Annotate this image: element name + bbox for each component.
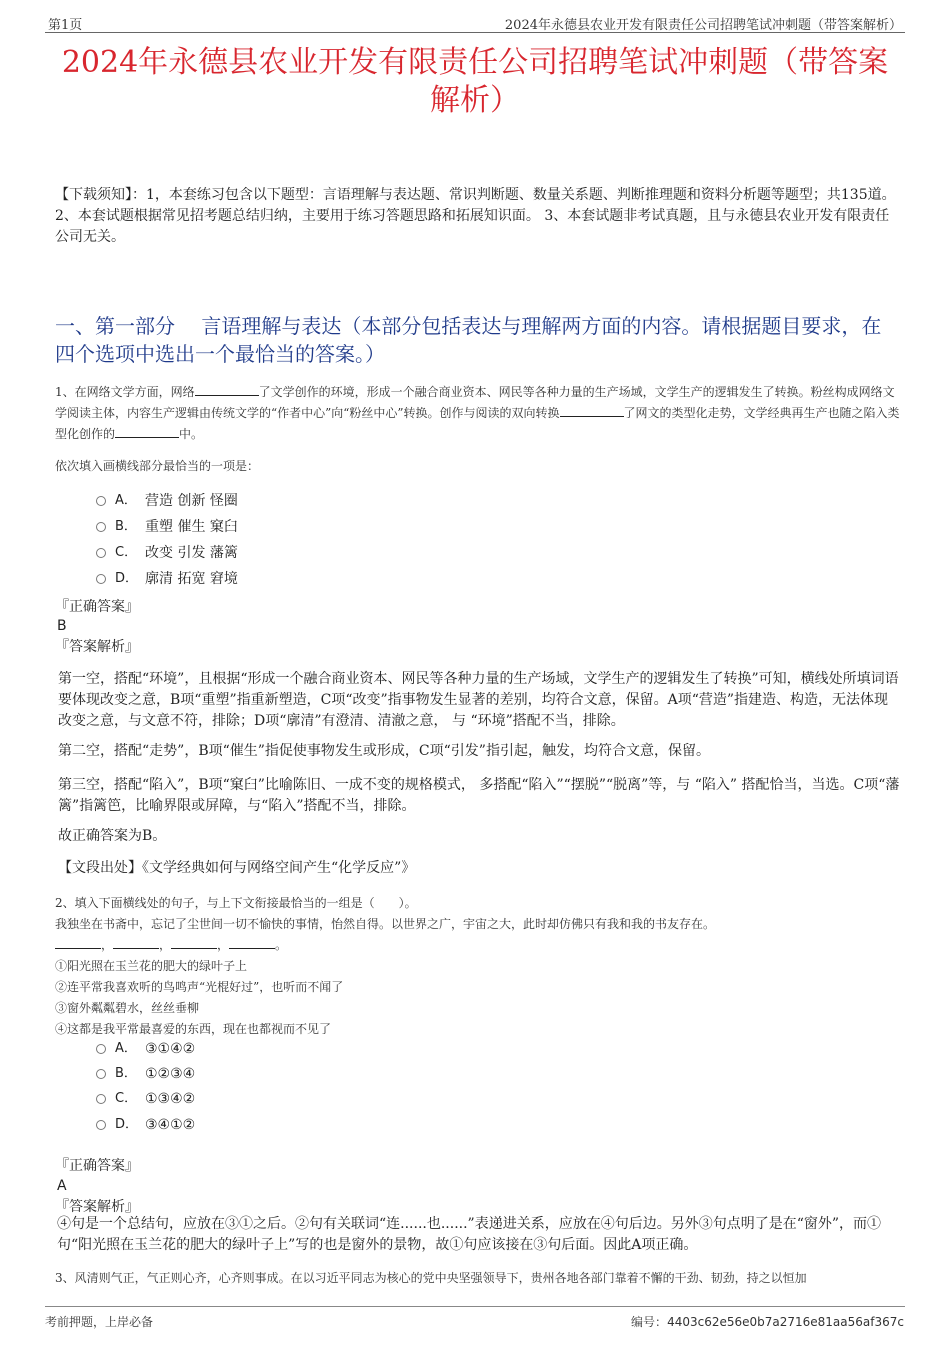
q2-sentence-3: ③窗外粼粼碧水，丝丝垂柳 bbox=[55, 1001, 200, 1015]
question-2-stem: 2、填入下面横线处的句子，与上下文衔接最恰当的一组是（ ）。 bbox=[55, 896, 417, 910]
q1-answer: B bbox=[57, 618, 67, 634]
q1-analysis-paragraph-2: 第二空，搭配“走势”，B项“催生”指促使事物发生或形成，C项“引发”指引起，触发，均符合文意，保留。 bbox=[58, 743, 710, 759]
section-heading: 一、第一部分 言语理解与表达（本部分包括表达与理解两方面的内容。请根据题目要求，在四个选项中选出一个最恰当的答案。） bbox=[55, 314, 882, 366]
header-divider bbox=[45, 32, 905, 33]
q1-answer-label: 『正确答案』 bbox=[55, 599, 139, 615]
option-text: ③①④② bbox=[145, 1041, 196, 1057]
radio-icon[interactable] bbox=[96, 496, 106, 506]
blank bbox=[229, 936, 275, 949]
q1-part4: 中。 bbox=[179, 427, 204, 441]
option-text: ①③④② bbox=[145, 1091, 196, 1107]
q1-option-d[interactable] bbox=[96, 570, 238, 588]
header-page-number: 第1页 bbox=[48, 18, 83, 33]
option-letter: A． bbox=[115, 1041, 137, 1056]
option-text: 廓清 拓宽 窘境 bbox=[145, 571, 238, 587]
option-letter: B． bbox=[115, 519, 137, 534]
option-text: ③④①② bbox=[145, 1117, 196, 1133]
q2-sentence-2: ②连平常我喜欢听的鸟鸣声“光棍好过”，也听而不闻了 bbox=[55, 980, 344, 994]
option-letter: A． bbox=[115, 493, 137, 508]
q1-part1: 1、在网络文学方面，网络 bbox=[55, 385, 195, 399]
footer-code-label: 编号： bbox=[631, 1315, 668, 1329]
footer-code-value: 4403c62e56e0b7a2716e81aa56af367c bbox=[667, 1315, 904, 1329]
q1-part2: 了文学创作的环境，形成一个融合商业资本、网民等各种力量的生产场域，文学生产的逻辑发生了转换。粉丝构成网络文学阅读主体，内容生产逻辑由传统文学的“作者中心”向“粉丝中心”转换。创作与阅读的双向转换 bbox=[55, 385, 895, 420]
q1-source: 【文段出处】《文学经典如何与网络空间产生“化学反应”》 bbox=[58, 860, 416, 876]
q2-sentence-4: ④这都是我平常最喜爱的东西，现在也都视而不见了 bbox=[55, 1022, 332, 1036]
option-text: ①②③④ bbox=[145, 1066, 196, 1082]
radio-icon[interactable] bbox=[96, 1044, 106, 1054]
q2-option-c[interactable] bbox=[96, 1090, 195, 1108]
q2-analysis: ④句是一个总结句，应放在③①之后。②句有关联词“连......也......”表递进关系，应放在④句后边。另外③句点明了是在“窗外”，而①句“阳光照在玉兰花的肥大的绿叶子上”写的也是窗外的景物，故①句应该接在③句后面。因此A项正确。 bbox=[57, 1216, 882, 1253]
q2-option-b[interactable] bbox=[96, 1065, 195, 1083]
question-2-passage: 我独坐在书斋中，忘记了尘世间一切不愉快的事情，怡然自得。以世界之广，宇宙之大，此时却仿佛只有我和我的书友存在。 bbox=[55, 917, 716, 931]
q1-option-b[interactable] bbox=[96, 518, 238, 536]
q2-sentence-1: ①阳光照在玉兰花的肥大的绿叶子上 bbox=[55, 959, 248, 973]
q1-analysis-conclusion: 故正确答案为B。 bbox=[58, 828, 167, 844]
blank bbox=[171, 936, 217, 949]
q1-analysis-paragraph-1: 第一空，搭配“环境”，且根据“形成一个融合商业资本、网民等各种力量的生产场域，文学生产的逻辑发生了转换”可知，横线处所填词语要体现改变之意，B项“重塑”指重新塑造，C项“改变”指事物发生显著的差别，均符合文意，保留。A项“营造”指建造、构造，无法体现改变之意，与文意不符，排除；D项“廓清”有澄清、清澈之意， 与 “环境”搭配不当，排除。 bbox=[58, 671, 899, 729]
option-letter: C． bbox=[115, 545, 138, 560]
q1-option-a[interactable] bbox=[96, 492, 238, 510]
blank-3 bbox=[115, 425, 179, 438]
footer-divider bbox=[45, 1306, 905, 1307]
option-letter: B． bbox=[115, 1066, 137, 1081]
footer-code bbox=[631, 1313, 904, 1330]
q1-option-c[interactable] bbox=[96, 544, 238, 562]
page-title bbox=[45, 44, 905, 120]
blank-1 bbox=[195, 383, 259, 396]
radio-icon[interactable] bbox=[96, 574, 106, 584]
page-title-line2: 解析） bbox=[430, 83, 520, 118]
q1-analysis-paragraph-3: 第三空，搭配“陷入”，B项“窠臼”比喻陈旧、一成不变的规格模式， 多搭配“陷入”“摆脱”“脱离”等，与 “陷入” 搭配恰当，当选。C项“藩篱”指篱笆，比喻界限或屏障，与“陷入”搭配不当，排除。 bbox=[58, 777, 900, 814]
page-title-line1: 2024年永德县农业开发有限责任公司招聘笔试冲刺题（带答案 bbox=[61, 45, 889, 80]
option-text: 重塑 催生 窠臼 bbox=[145, 519, 238, 535]
radio-icon[interactable] bbox=[96, 522, 106, 532]
radio-icon[interactable] bbox=[96, 548, 106, 558]
q2-analysis-label: 『答案解析』 bbox=[55, 1199, 139, 1215]
option-letter: C． bbox=[115, 1091, 138, 1106]
option-text: 营造 创新 怪圈 bbox=[145, 493, 238, 509]
question-2-blanks: ， ， ， 。 bbox=[55, 935, 900, 956]
blank bbox=[113, 936, 159, 949]
blank bbox=[55, 936, 101, 949]
q2-option-d[interactable] bbox=[96, 1116, 195, 1134]
option-text: 改变 引发 藩篱 bbox=[145, 545, 238, 561]
q1-part3: 了网文的类型化走势，文学经典再生产也随之陷入类型化创作的 bbox=[55, 406, 900, 441]
q2-answer-label: 『正确答案』 bbox=[55, 1158, 139, 1174]
download-notice: 【下载须知】：1，本套练习包含以下题型：言语理解与表达题、常识判断题、数量关系题、判断推理题和资料分析题等题型；共135道。 2、本套试题根据常见招考题总结归纳，主要用于练习答题思路和拓展知识面。 3、本套试题非考试真题，且与永德县农业开发有限责任公司无关。 bbox=[55, 187, 896, 245]
radio-icon[interactable] bbox=[96, 1120, 106, 1130]
header-doc-title: 2024年永德县农业开发有限责任公司招聘笔试冲刺题（带答案解析） bbox=[504, 18, 902, 33]
footer-slogan: 考前押题，上岸必备 bbox=[45, 1315, 154, 1329]
blank-2 bbox=[560, 404, 624, 417]
question-1-prompt: 依次填入画横线部分最恰当的一项是： bbox=[55, 459, 260, 473]
option-letter: D． bbox=[115, 571, 139, 586]
q2-answer: A bbox=[57, 1178, 67, 1194]
q2-option-a[interactable] bbox=[96, 1040, 195, 1058]
q1-analysis-label: 『答案解析』 bbox=[55, 639, 139, 655]
question-3-stem: 3、风清则气正，气正则心齐，心齐则事成。在以习近平同志为核心的党中央坚强领导下，贵州各地各部门靠着不懈的干劲、韧劲，持之以恒加 bbox=[55, 1271, 807, 1285]
option-letter: D． bbox=[115, 1117, 139, 1132]
radio-icon[interactable] bbox=[96, 1069, 106, 1079]
question-1-stem bbox=[55, 382, 900, 445]
radio-icon[interactable] bbox=[96, 1094, 106, 1104]
